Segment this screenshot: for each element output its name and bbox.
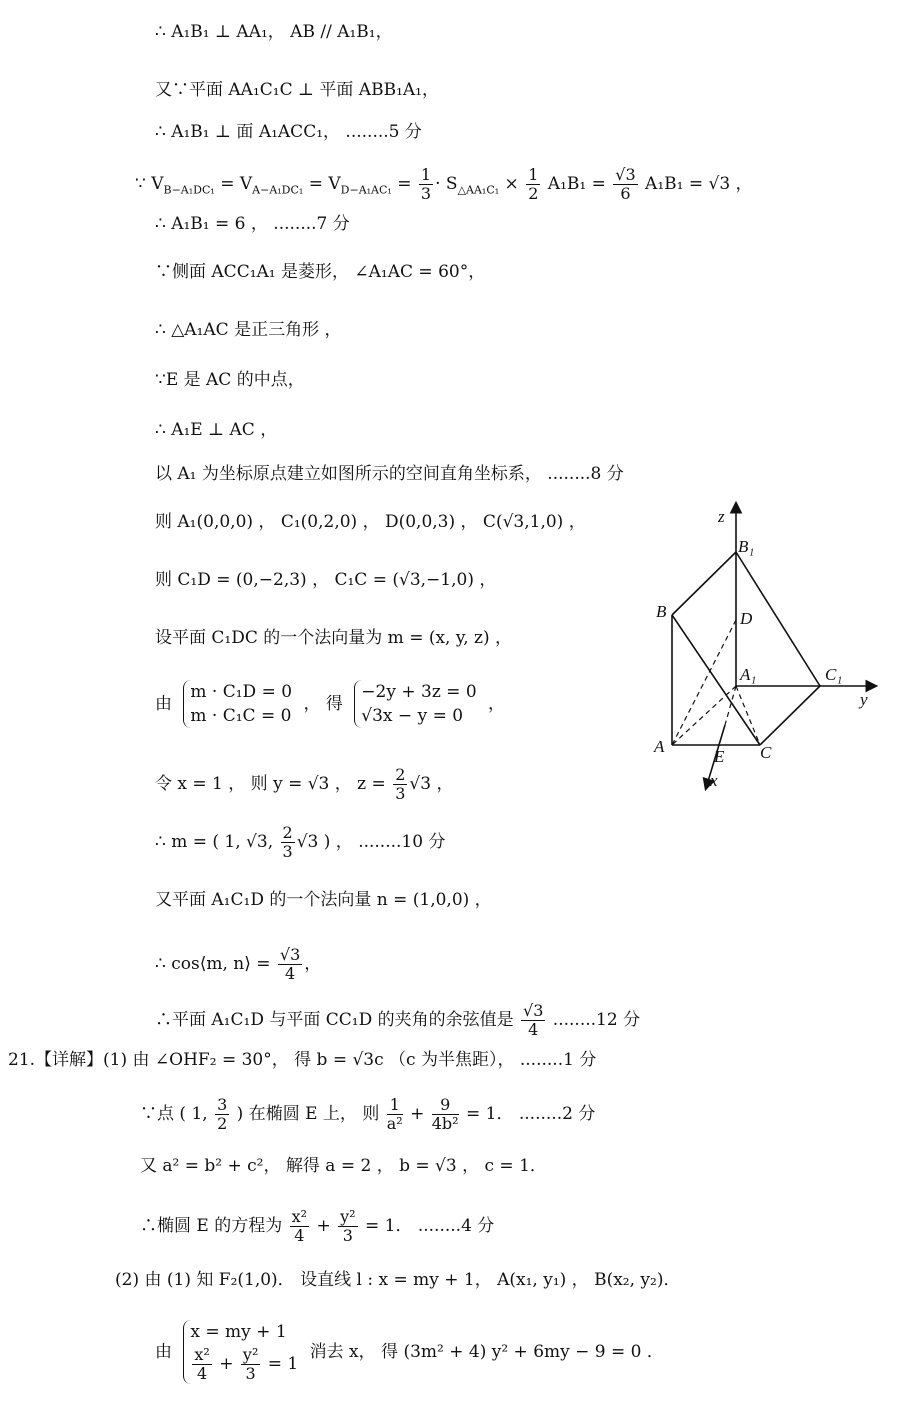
fraction: $\frac{1}{2}$ bbox=[528, 165, 539, 203]
fraction: $\frac{1}{3}$ bbox=[420, 165, 432, 203]
line-15: 令 x = 1 ， 则 y = √3 ， z = $\frac{2}{3}$ √3 ， bbox=[155, 765, 454, 803]
line-11: 则 A₁(0,0,0) ， C₁(0,2,0) ， D(0,0,3) ， C(√3,1,0) ， bbox=[155, 512, 586, 532]
fraction: $\frac{1}{\text{a²}}$ bbox=[386, 1095, 403, 1133]
line-24-part2: (2) 由 (1) 知 F₂(1,0)． 设直线 l : x = my + 1， A(x₁, y₁) ， B(x₂, y₂)． bbox=[115, 1270, 681, 1290]
line-19: ∴平面 A₁C₁D 与平面 CC₁D 的夹角的余弦值是 $\frac{√3}{4}$ ........12 分 bbox=[155, 1001, 641, 1039]
line-8: ∵E 是 AC 的中点， bbox=[155, 370, 305, 390]
line-7: ∴ △A₁AC 是正三角形 ， bbox=[155, 320, 342, 340]
fraction: $\frac{√3}{4}$ bbox=[279, 945, 301, 983]
line-16: ∴ m = ( 1, √3, $\frac{2}{3}$ √3 ) ， ........10 分 bbox=[155, 823, 446, 861]
equation-system: −2y + 3z = 0 √3x − y = 0 bbox=[354, 680, 476, 728]
z-label: z bbox=[718, 507, 725, 526]
fraction: $\frac{\text{x²}}{4}$ bbox=[194, 1345, 210, 1383]
y-label: y bbox=[860, 690, 868, 709]
prism-coordinate-figure bbox=[630, 500, 880, 800]
line-2: 又∵平面 AA₁C₁C ⊥ 平面 ABB₁A₁， bbox=[155, 80, 439, 100]
line-18: ∴ cos⟨m, n⟩ = $\frac{√3}{4}$ ， bbox=[155, 945, 322, 983]
x-label: x bbox=[710, 771, 718, 790]
fraction: $\frac{\text{y²}}{3}$ bbox=[242, 1345, 259, 1383]
line-14-system: 由 m · C₁D = 0 m · C₁C = 0 ， 得 −2y + 3z = 0 √3x − y = 0 ， bbox=[155, 682, 506, 726]
line-23: ∴椭圆 E 的方程为 $\frac{\text{x²}}{4}$ + $\frac{\text{y²}}{3}$ = 1． ........4 分 bbox=[140, 1207, 495, 1245]
point-b1: B₁ bbox=[738, 537, 755, 556]
line-3: ∴ A₁B₁ ⊥ 面 A₁ACC₁， ........5 分 bbox=[155, 122, 422, 142]
line-6: ∵侧面 ACC₁A₁ 是菱形， ∠A₁AC = 60°， bbox=[155, 262, 486, 282]
line-20-q21: 21.【详解】(1) 由 ∠OHF₂ = 30°， 得 b = √3c （c 为半焦距）， ........1 分 bbox=[8, 1050, 597, 1070]
point-c: C bbox=[760, 743, 772, 762]
point-d: D bbox=[740, 609, 753, 628]
fraction: $\frac{√3}{6}$ bbox=[615, 165, 636, 203]
line-22: 又 a² = b² + c²， 解得 a = 2 ， b = √3 ， c = 1． bbox=[140, 1156, 547, 1176]
fraction: $\frac{√3}{4}$ bbox=[523, 1001, 544, 1039]
fraction: $\frac{\text{x²}}{4}$ bbox=[291, 1207, 308, 1245]
line-12: 则 C₁D = (0,−2,3) ， C₁C = (√3,−1,0) ， bbox=[155, 570, 497, 590]
line-13: 设平面 C₁DC 的一个法向量为 m = (x, y, z) ， bbox=[155, 628, 513, 648]
line-4-volume: ∵ $V_{B-A_1DC_1} = V_{A-A_1DC_1} = V_{D-A_1AC_1}$ = $\frac{1}{3}$ · $S_{\triangle AA_1C_1}$ × $\frac{1}{2}$ A₁B₁ = $\frac{√3}{6}$ A₁B₁ = √3 ， bbox=[135, 165, 753, 203]
point-c1: C₁ bbox=[825, 665, 843, 684]
fraction: $\frac{2}{3}$ bbox=[395, 765, 406, 803]
point-a1: A₁ bbox=[740, 665, 757, 684]
line-17: 又平面 A₁C₁D 的一个法向量 n = (1,0,0) ， bbox=[155, 890, 492, 910]
line-21: ∵点 ( 1, $\frac{3}{2}$ ) 在椭圆 E 上， 则 $\frac{1}{\text{a²}}$ + $\frac{9}{\text{4b²}}$ = 1． ........2 分 bbox=[140, 1095, 596, 1133]
equation-system: m · C₁D = 0 m · C₁C = 0 bbox=[183, 680, 292, 728]
point-e: E bbox=[714, 747, 725, 766]
fraction: $\frac{9}{\text{4b²}}$ bbox=[431, 1095, 459, 1133]
fraction: $\frac{\text{y²}}{3}$ bbox=[340, 1207, 356, 1245]
line-1: ∴ A₁B₁ ⊥ AA₁， AB // A₁B₁， bbox=[155, 22, 393, 42]
point-b: B bbox=[656, 602, 667, 621]
line-5: ∴ A₁B₁ = 6 ， ........7 分 bbox=[155, 214, 350, 234]
fraction: $\frac{2}{3}$ bbox=[282, 823, 293, 861]
fraction: $\frac{3}{2}$ bbox=[217, 1095, 228, 1133]
equation-system: x = my + 1 $\frac{\text{x²}}{4}$ + $\frac{\text{y²}}{3}$ = 1 bbox=[183, 1320, 298, 1384]
line-9: ∴ A₁E ⊥ AC ， bbox=[155, 420, 278, 440]
point-a: A bbox=[654, 737, 665, 756]
line-10: 以 A₁ 为坐标原点建立如图所示的空间直角坐标系， ........8 分 bbox=[155, 464, 624, 484]
line-25-system: 由 x = my + 1 $\frac{\text{x²}}{4}$ + $\frac{\text{y²}}{3}$ = 1 消去 x， 得 (3m² + 4) y² + 6my − 9 = 0 ． bbox=[155, 1322, 664, 1383]
